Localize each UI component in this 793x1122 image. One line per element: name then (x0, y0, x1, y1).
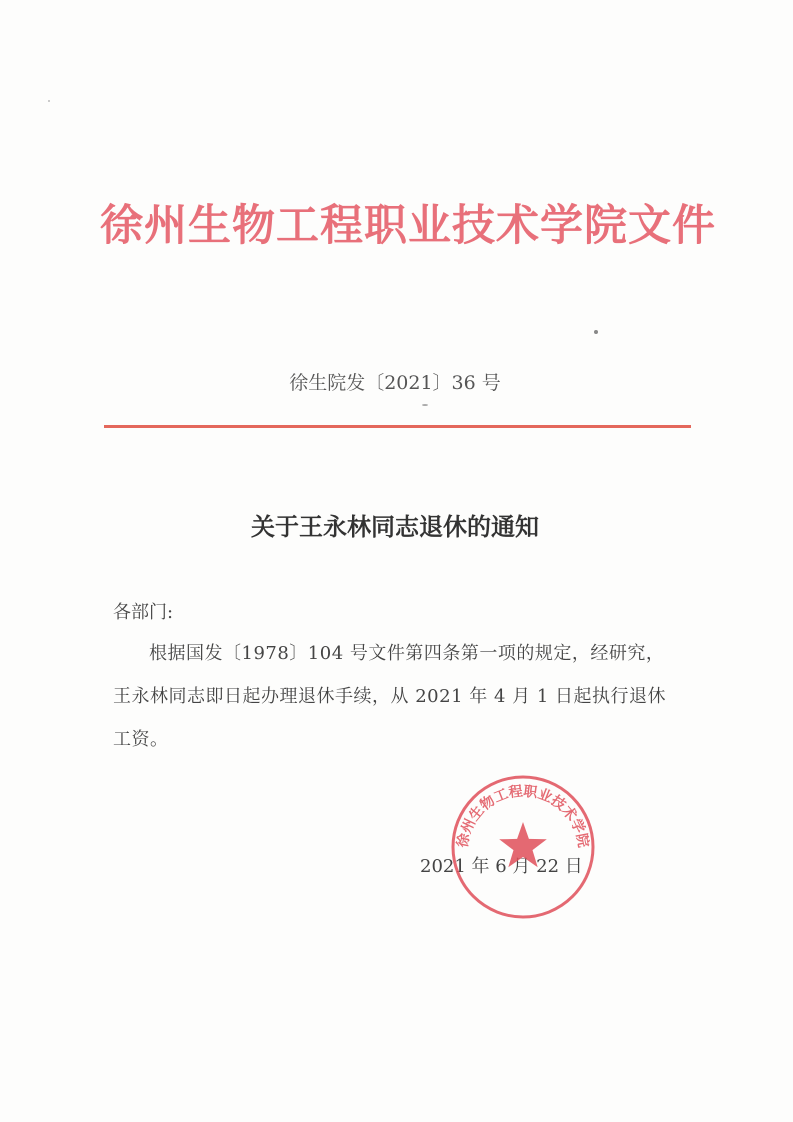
notice-date: 2021 年 6 月 22 日 (420, 856, 583, 877)
notice-title: 关于王永林同志退休的通知 (251, 512, 539, 541)
scan-speck (48, 100, 50, 102)
seal-star-icon (499, 822, 547, 867)
document-number: 徐生院发〔2021〕36 号 (289, 372, 501, 394)
document-header-title: 徐州生物工程职业技术学院文件 (100, 201, 716, 251)
seal-text: 徐州生物工程职业技术学院 (454, 783, 592, 849)
notice-body: 根据国发〔1978〕104 号文件第四条第一项的规定，经研究，王永林同志即日起办理退休手续，从 2021 年 4 月 1 日起执行退休工资。 (113, 643, 667, 750)
official-seal-icon (448, 772, 598, 922)
red-divider-line (104, 425, 691, 428)
salutation: 各部门: (113, 602, 174, 623)
scan-speck (594, 330, 598, 334)
scan-speck (422, 404, 428, 406)
